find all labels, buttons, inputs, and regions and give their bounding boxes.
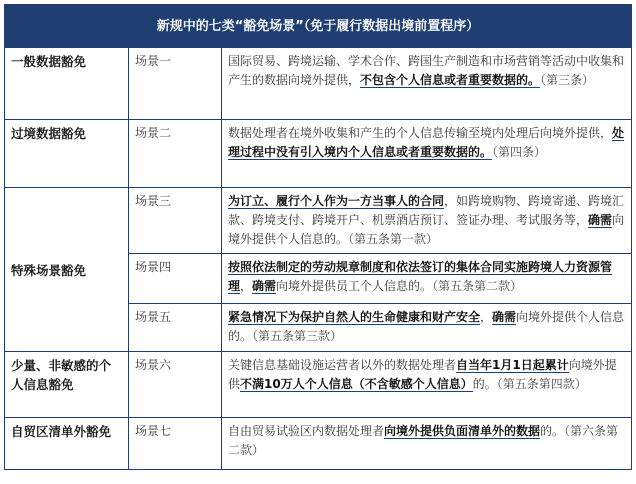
desc-highlight: 确需 (252, 279, 277, 293)
article-ref: （第六条第二款） (228, 424, 619, 457)
desc-text: ， (240, 279, 253, 293)
article-ref: （第五条第三款） (252, 329, 343, 343)
description-cell (222, 304, 632, 352)
description-cell (222, 120, 632, 188)
table-row (5, 48, 632, 120)
category-cell: 少量、非敏感的个人信息豁免 (5, 352, 129, 418)
desc-highlight: 为订立、履行个人作为一方当事人的合同 (228, 194, 445, 208)
desc-text: 国际贸易、跨境运输、学术合作、跨国生产制造和市场营销等活动中收集和产生的数据向境外提供， (228, 54, 625, 87)
description-cell (222, 418, 632, 470)
desc-text: ，如跨境购物、跨境寄递、跨境汇款、跨境支付、跨境开户、机票酒店预订、签证办理、考试服务等， (228, 194, 625, 227)
desc-text: 自由贸易试验区内数据处理者 (228, 424, 385, 438)
category-cell: 特殊场景豁免 (5, 188, 129, 352)
article-ref: （第三条） (540, 73, 595, 87)
article-ref: （第四条） (492, 145, 547, 159)
category-cell: 一般数据豁免 (5, 48, 129, 120)
desc-text: 的。 (472, 377, 497, 391)
scene-cell: 场景一 (129, 48, 222, 120)
desc-highlight: 确需 (588, 213, 613, 227)
desc-highlight: 自当年1月1日起累计 (456, 358, 569, 372)
desc-text: 向境外提供员工个人信息的。 (276, 279, 433, 293)
desc-text: 向境外提供 (228, 358, 617, 391)
article-ref: （第五条第一款） (348, 232, 439, 246)
scene-cell: 场景六 (129, 352, 222, 418)
scene-cell: 场景四 (129, 254, 222, 304)
description-cell (222, 254, 632, 304)
desc-highlight: 确需 (492, 310, 517, 324)
desc-highlight: 向境外提供负面清单外的数据 (384, 424, 541, 438)
scene-cell: 场景二 (129, 120, 222, 188)
article-ref: （第五条第四款） (496, 377, 587, 391)
desc-highlight: 不满10万人个人信息（不含敏感个人信息） (240, 377, 473, 391)
desc-text: ， (480, 310, 493, 324)
desc-text: 的。 (540, 424, 565, 438)
table-row (5, 120, 632, 188)
category-cell: 过境数据豁免 (5, 120, 129, 188)
desc-text: 向境外提供个人信息的。 (228, 310, 625, 343)
table-row (5, 188, 632, 254)
desc-text: 向境外提供个人信息的。 (228, 213, 625, 246)
scene-cell: 场景五 (129, 304, 222, 352)
category-cell: 自贸区清单外豁免 (5, 418, 129, 470)
desc-highlight: 紧急情况下为保护自然人的生命健康和财产安全 (228, 310, 481, 324)
desc-text: 数据处理者在境外收集和产生的个人信息传输至境内处理后向境外提供， (228, 126, 613, 140)
desc-highlight: 按照依法制定的劳动规章制度和依法签订的集体合同实施跨境人力资源管理 (228, 260, 613, 293)
exemption-table (4, 4, 632, 470)
table-row (5, 418, 632, 470)
table-header-row (5, 5, 632, 48)
table-title: 新规中的七类“豁免场景”（免于履行数据出境前置程序） (5, 5, 632, 48)
table-row (5, 352, 632, 418)
scene-cell: 场景七 (129, 418, 222, 470)
article-ref: （第五条第二款） (432, 279, 523, 293)
description-cell (222, 352, 632, 418)
desc-highlight: 不包含个人信息或者重要数据的。 (360, 73, 541, 87)
desc-highlight: 处理过程中没有引入境内个人信息或者重要数据的。 (228, 126, 625, 159)
description-cell (222, 188, 632, 254)
scene-cell: 场景三 (129, 188, 222, 254)
description-cell (222, 48, 632, 120)
desc-text: 关键信息基础设施运营者以外的数据处理者 (228, 358, 457, 372)
